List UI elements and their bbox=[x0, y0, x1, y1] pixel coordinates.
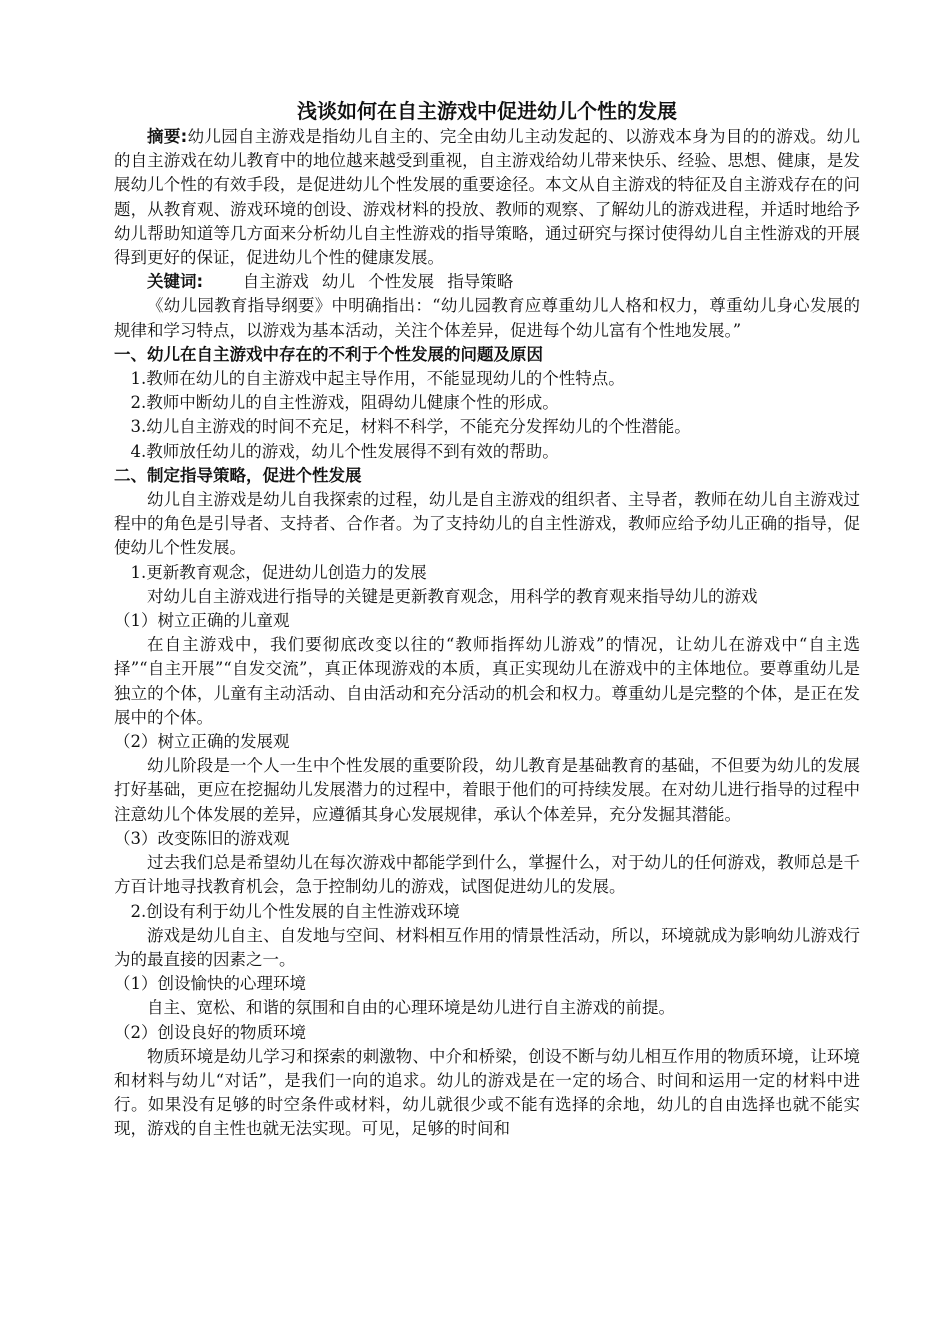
subsection-heading: 2.创设有利于幼儿个性发展的自主性游戏环境 bbox=[130, 901, 460, 921]
body-paragraph: 自主、宽松、和谐的氛围和自由的心理环境是幼儿进行自主游戏的前提。 bbox=[147, 998, 675, 1018]
body-paragraph: 物质环境是幼儿学习和探索的刺激物、中介和桥梁，创设不断与幼儿相互作用的物质环境，让环境和材料与幼儿“对话”，是我们一向的追求。幼儿的游戏是在一定的场合、时间和运用一定的材料中进行。如果没有足够的时空条件或材料，幼儿就很少或不能有选择的余地，幼儿的自由选择也就不能实现，游戏的自主性也就无法实现。可见，足够的时间和 bbox=[114, 1046, 860, 1139]
abstract-text: 幼儿园自主游戏是指幼儿自主的、完全由幼儿主动发起的、以游戏本身为目的的游戏。幼儿的自主游戏在幼儿教育中的地位越来越受到重视，自主游戏给幼儿带来快乐、经验、思想、健康，是发展幼儿个性的有效手段，是促进幼儿个性发展的重要途径。本文从自主游戏的特征及自主游戏存在的问题，从教育观、游戏环境的创设、游戏材料的投放、教师的观察、了解幼儿的游戏进程，并适时地给予幼儿帮助知道等几方面来分析幼儿自主性游戏的指导策略，通过研究与探讨使得幼儿自主性游戏的开展得到更好的保证，促进幼儿个性的健康发展。 bbox=[114, 127, 861, 268]
keyword: 个性发展 bbox=[368, 272, 435, 292]
list-item: 4.教师放任幼儿的游戏，幼儿个性发展得不到有效的帮助。 bbox=[130, 441, 559, 461]
body-paragraph: 在自主游戏中，我们要彻底改变以往的“教师指挥幼儿游戏”的情况，让幼儿在游戏中“自主选择”“自主开展”“自发交流”，真正体现游戏的本质，真正实现幼儿在游戏中的主体地位。要尊重幼儿是独立的个体，儿童有主动活动、自由活动和充分活动的机会和权力。尊重幼儿是完整的个体，是正在发展中的个体。 bbox=[114, 635, 860, 727]
keywords-label: 关键词: bbox=[147, 272, 204, 292]
body-paragraph: 幼儿阶段是一个人一生中个性发展的重要阶段，幼儿教育是基础教育的基础，不但要为幼儿的发展打好基础，更应在挖掘幼儿发展潜力的过程中，着眼于他们的可持续发展。在对幼儿进行指导的过程中注意幼儿个体发展的差异，应遵循其身心发展规律，承认个体差异，充分发掘其潜能。 bbox=[114, 756, 860, 824]
keyword: 幼儿 bbox=[321, 272, 355, 292]
list-item: 3.幼儿自主游戏的时间不充足，材料不科学，不能充分发挥幼儿的个性潜能。 bbox=[130, 417, 691, 437]
body-paragraph: 幼儿自主游戏是幼儿自我探索的过程，幼儿是自主游戏的组织者、主导者，教师在幼儿自主游戏过程中的角色是引导者、支持者、合作者。为了支持幼儿的自主性游戏，教师应给予幼儿正确的指导，促使幼儿个性发展。 bbox=[114, 490, 860, 558]
subsection-heading: 1.更新教育观念，促进幼儿创造力的发展 bbox=[130, 562, 427, 582]
abstract-label: 摘要: bbox=[147, 127, 188, 146]
document-title: 浅谈如何在自主游戏中促进幼儿个性的发展 bbox=[297, 99, 677, 123]
body-paragraph: 对幼儿自主游戏进行指导的关键是更新教育观念，用科学的教育观来指导幼儿的游戏 bbox=[147, 586, 758, 606]
section-heading: 一、幼儿在自主游戏中存在的不利于个性发展的问题及原因 bbox=[114, 344, 543, 364]
body-paragraph: 游戏是幼儿自主、自发地与空间、材料相互作用的情景性活动，所以，环境就成为影响幼儿游戏行为的最直接的因素之一。 bbox=[114, 925, 860, 969]
body-paragraph: 过去我们总是希望幼儿在每次游戏中都能学到什么，掌握什么，对于幼儿的任何游戏，教师总是千方百计地寻找教育机会，急于控制幼儿的游戏，试图促进幼儿的发展。 bbox=[114, 853, 860, 897]
point-heading: （2）树立正确的发展观 bbox=[114, 732, 290, 752]
document-body bbox=[114, 97, 860, 1142]
section-heading: 二、制定指导策略，促进个性发展 bbox=[114, 465, 362, 485]
keyword: 指导策略 bbox=[447, 272, 514, 292]
point-heading: （3）改变陈旧的游戏观 bbox=[114, 828, 290, 848]
point-heading: （2）创设良好的物质环境 bbox=[114, 1022, 306, 1042]
intro-paragraph: 《幼儿园教育指导纲要》中明确指出：“幼儿园教育应尊重幼儿人格和权力，尊重幼儿身心发展的规律和学习特点，以游戏为基本活动，关注个体差异，促进每个幼儿富有个性地发展。” bbox=[114, 296, 860, 340]
point-heading: （1）创设愉快的心理环境 bbox=[114, 974, 306, 994]
point-heading: （1）树立正确的儿童观 bbox=[114, 611, 290, 631]
keywords-line bbox=[114, 270, 860, 294]
keyword: 自主游戏 bbox=[242, 272, 309, 292]
abstract-paragraph bbox=[114, 125, 860, 270]
list-item: 2.教师中断幼儿的自主性游戏，阻碍幼儿健康个性的形成。 bbox=[130, 393, 559, 413]
list-item: 1.教师在幼儿的自主游戏中起主导作用，不能显现幼儿的个性特点。 bbox=[130, 369, 625, 389]
